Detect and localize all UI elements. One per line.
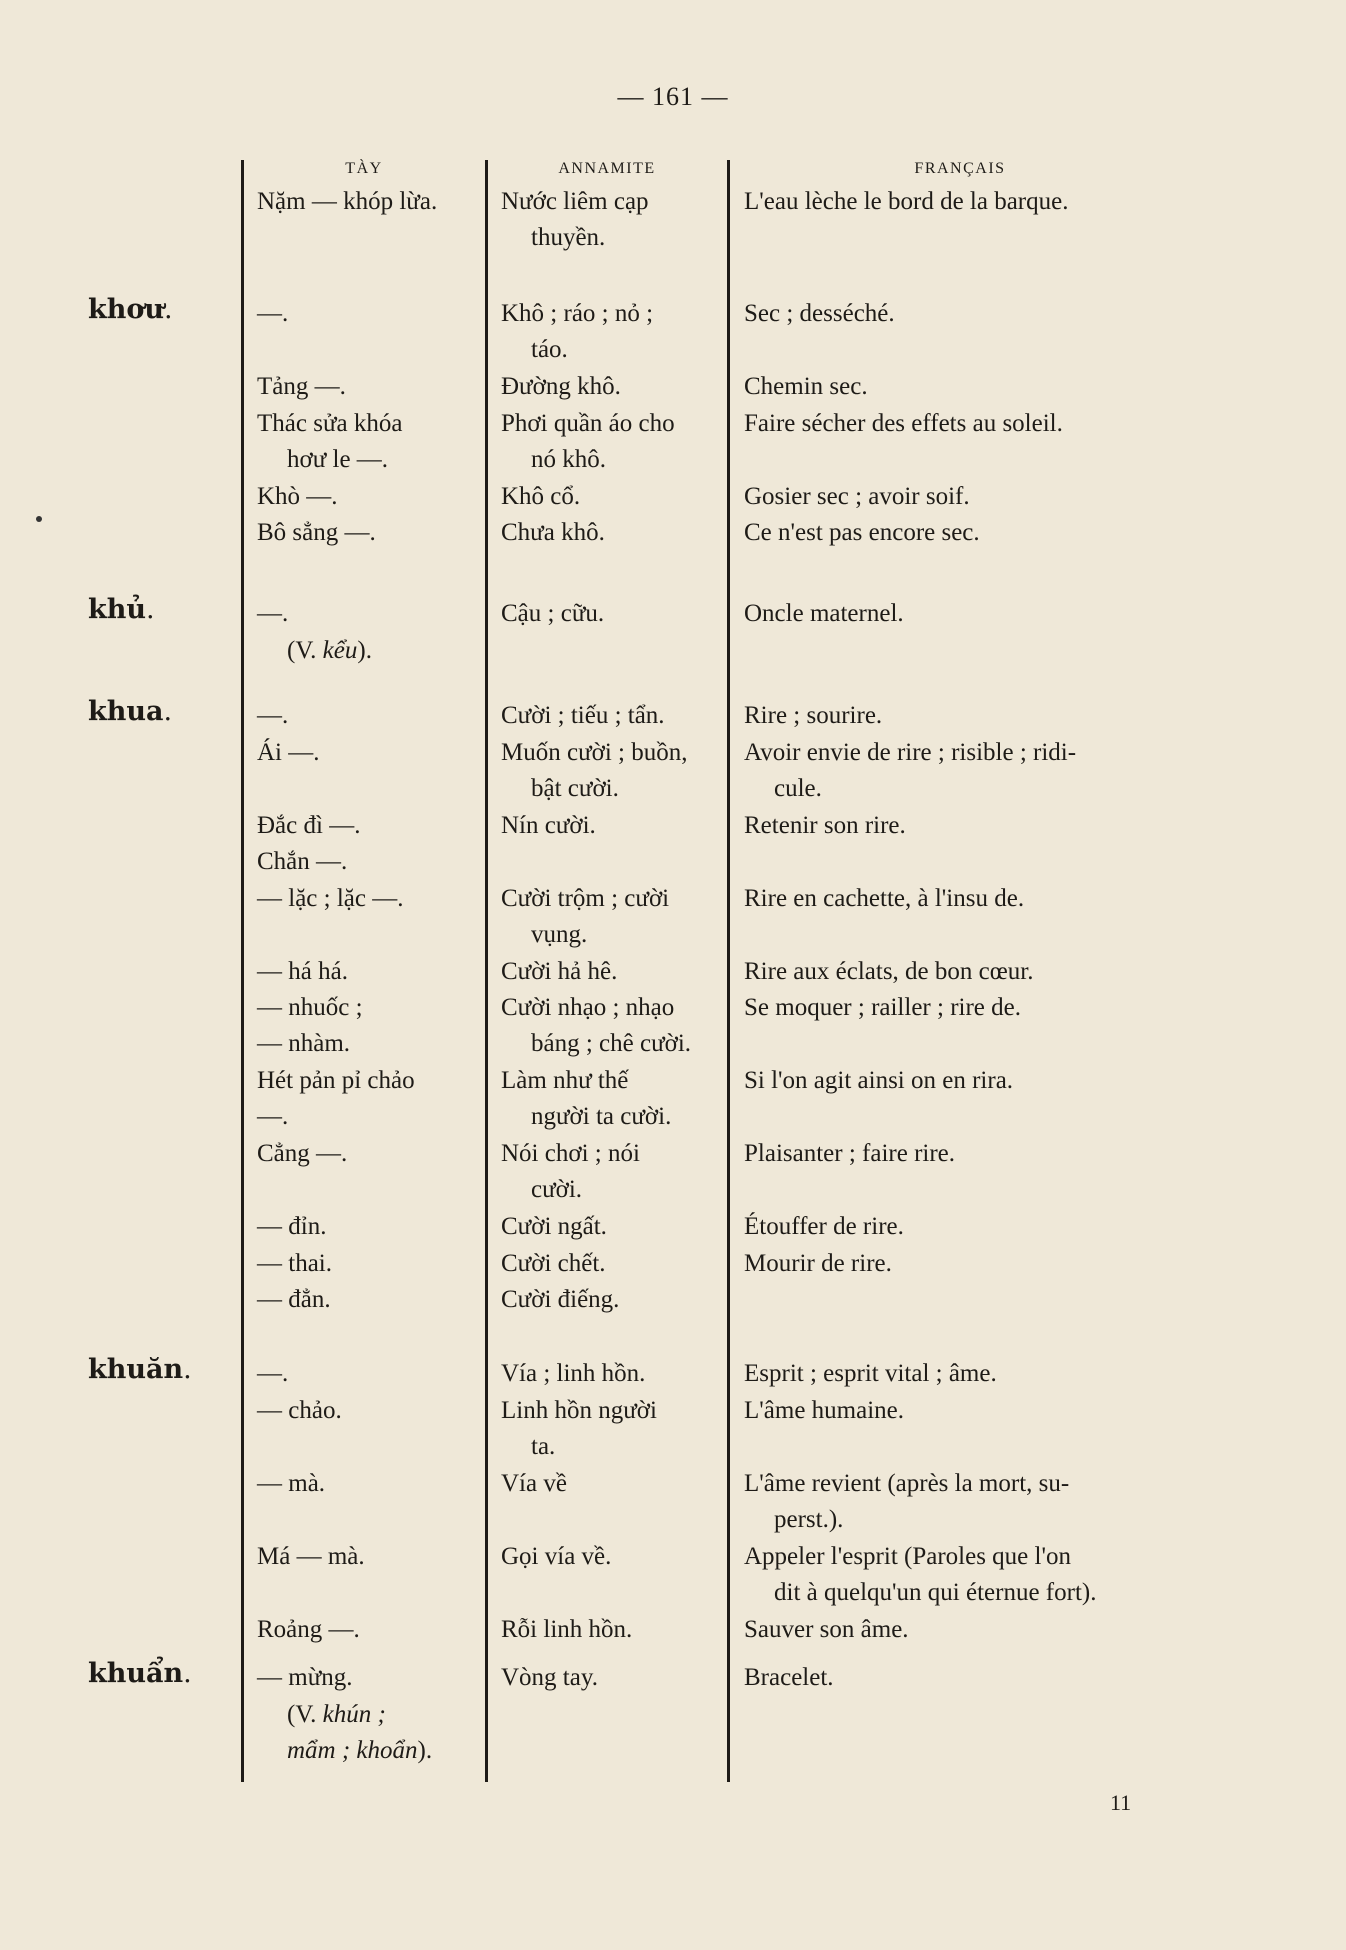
tay-cell bbox=[257, 1660, 485, 1696]
annamite-line: Khô cổ. bbox=[501, 482, 581, 510]
headword-period: . bbox=[145, 594, 155, 625]
annamite-line: Vía ; linh hồn. bbox=[501, 1360, 646, 1387]
intro-francais bbox=[744, 184, 1244, 220]
francais-line: Avoir envie de rire ; risible ; ridi- bbox=[744, 738, 1077, 766]
francais-cell bbox=[744, 1136, 1244, 1172]
francais-line: Ce n'est pas encore sec. bbox=[744, 519, 980, 546]
francais-cell bbox=[744, 515, 1244, 551]
annamite-line: Vía về bbox=[501, 1469, 567, 1497]
annamite-cell bbox=[501, 1356, 727, 1392]
annamite-cell bbox=[501, 1393, 727, 1465]
tay-cell bbox=[257, 1466, 485, 1502]
column-rule-1 bbox=[241, 160, 244, 1782]
tay-line: Thác sửa khóa bbox=[257, 409, 403, 437]
headword-period: . bbox=[183, 1354, 192, 1385]
francais-cell bbox=[744, 1063, 1244, 1099]
headword-period: . bbox=[183, 1658, 192, 1689]
francais-cell bbox=[744, 698, 1244, 734]
francais-line: Étouffer de rire. bbox=[744, 1213, 904, 1240]
annamite-cell bbox=[501, 1466, 727, 1502]
francais-cell bbox=[744, 808, 1244, 844]
tay-cell bbox=[257, 808, 485, 844]
francais-cell bbox=[744, 369, 1244, 405]
cross-reference-text: (V. kểu). bbox=[287, 636, 372, 664]
annamite-cell bbox=[501, 1246, 727, 1282]
annamite-line: nó khô. bbox=[531, 445, 606, 473]
annamite-line: Cười nhạo ; nhạo bbox=[501, 994, 675, 1021]
annamite-line: bật cười. bbox=[531, 774, 619, 802]
francais-line: Mourir de rire. bbox=[744, 1249, 892, 1277]
headword bbox=[88, 594, 155, 625]
annamite-cell bbox=[501, 1282, 727, 1318]
cross-reference bbox=[257, 1697, 485, 1769]
francais-cell bbox=[744, 479, 1244, 515]
francais-cell bbox=[744, 1246, 1244, 1282]
annamite-cell bbox=[501, 954, 727, 990]
francais-line: Se moquer ; railler ; rire de. bbox=[744, 994, 1021, 1021]
francais-cell bbox=[744, 954, 1244, 990]
cross-reference-text: mẩm ; khoẩn). bbox=[287, 1736, 433, 1764]
signature-mark: 11 bbox=[1110, 1790, 1132, 1815]
francais-line: cule. bbox=[774, 774, 822, 802]
francais-cell bbox=[744, 1356, 1244, 1392]
annamite-line: Chưa khô. bbox=[501, 519, 605, 546]
column-header-annamite: ANNAMITE bbox=[558, 160, 656, 177]
reference-word: mẩm ; khoẩn bbox=[287, 1736, 418, 1764]
headword-period: . bbox=[163, 696, 173, 727]
headword-text: khơư bbox=[88, 294, 164, 325]
annamite-cell bbox=[501, 296, 727, 368]
annamite-cell bbox=[501, 515, 727, 551]
francais-line: Faire sécher des effets au soleil. bbox=[744, 409, 1063, 437]
francais-cell bbox=[744, 1612, 1244, 1648]
intro-annamite bbox=[501, 184, 727, 256]
annamite-line: Khô ; ráo ; nỏ ; bbox=[501, 300, 654, 327]
annamite-line: vụng. bbox=[531, 920, 588, 948]
tay-line: Má — mà. bbox=[257, 1542, 365, 1570]
annamite-line: Phơi quần áo cho bbox=[501, 409, 675, 437]
francais-line: Rire en cachette, à l'insu de. bbox=[744, 884, 1025, 912]
francais-line: Plaisanter ; faire rire. bbox=[744, 1140, 956, 1167]
annamite-cell bbox=[501, 735, 727, 807]
tay-cell bbox=[257, 515, 485, 551]
annamite-line: Linh hồn người bbox=[501, 1396, 657, 1424]
annamite-line: người ta cười. bbox=[531, 1103, 672, 1130]
tay-cell bbox=[257, 1063, 485, 1135]
francais-line: Rire aux éclats, de bon cœur. bbox=[744, 957, 1034, 985]
francais-cell bbox=[744, 296, 1244, 332]
annamite-cell bbox=[501, 990, 727, 1062]
francais-line: Si l'on agit ainsi on en rira. bbox=[744, 1067, 1014, 1094]
francais-cell bbox=[744, 1539, 1244, 1611]
column-header-tay: TÀY bbox=[345, 160, 383, 177]
intro-tay bbox=[257, 184, 485, 220]
annamite-cell bbox=[501, 1612, 727, 1648]
intro-francais-line: L'eau lèche le bord de la barque. bbox=[744, 188, 1069, 215]
tay-line: — mừng. bbox=[257, 1664, 353, 1691]
column-rule-2 bbox=[485, 160, 488, 1782]
annamite-cell bbox=[501, 369, 727, 405]
tay-line: — lặc ; lặc —. bbox=[257, 884, 404, 912]
tay-cell bbox=[257, 881, 485, 917]
annamite-cell bbox=[501, 479, 727, 515]
annamite-line: báng ; chê cười. bbox=[531, 1030, 692, 1057]
francais-cell bbox=[744, 1466, 1244, 1538]
annamite-line: ta. bbox=[531, 1432, 556, 1460]
francais-cell bbox=[744, 1393, 1244, 1429]
annamite-line: Cười ; tiếu ; tẩn. bbox=[501, 702, 665, 729]
francais-cell bbox=[744, 1209, 1244, 1245]
tay-cell bbox=[257, 1136, 485, 1172]
francais-line: Sauver son âme. bbox=[744, 1615, 909, 1643]
francais-line: Esprit ; esprit vital ; âme. bbox=[744, 1360, 997, 1387]
tay-cell bbox=[257, 369, 485, 405]
francais-cell bbox=[744, 596, 1244, 632]
annamite-line: Cậu ; cữu. bbox=[501, 600, 605, 627]
annamite-line: táo. bbox=[531, 336, 568, 363]
tay-line: Roảng —. bbox=[257, 1615, 360, 1643]
tay-line: — há há. bbox=[257, 957, 348, 985]
tay-line: Khò —. bbox=[257, 482, 338, 510]
francais-line: Rire ; sourire. bbox=[744, 702, 883, 729]
cross-reference-text: (V. khún ; bbox=[287, 1700, 386, 1728]
headword-period: . bbox=[163, 294, 173, 325]
annamite-line: Đường khô. bbox=[501, 373, 621, 400]
headword bbox=[88, 696, 172, 727]
tay-cell bbox=[257, 1612, 485, 1648]
tay-line: — thai. bbox=[257, 1249, 332, 1277]
francais-cell bbox=[744, 990, 1244, 1026]
francais-line: L'âme humaine. bbox=[744, 1396, 904, 1424]
annamite-cell bbox=[501, 808, 727, 844]
francais-cell bbox=[744, 735, 1244, 807]
tay-line: Bô sẳng —. bbox=[257, 519, 376, 546]
tay-line: — đỉn. bbox=[257, 1213, 327, 1240]
page-number: — 161 — bbox=[617, 82, 729, 111]
tay-line: Đắc đì —. bbox=[257, 811, 361, 839]
reference-word: kểu bbox=[322, 636, 358, 664]
annamite-line: Gọi vía về. bbox=[501, 1542, 612, 1570]
tay-cell bbox=[257, 1282, 485, 1318]
tay-cell bbox=[257, 735, 485, 771]
annamite-line: Vòng tay. bbox=[501, 1664, 598, 1691]
intro-annamite-line: thuyền. bbox=[531, 224, 606, 251]
tay-line: —. bbox=[257, 1103, 289, 1130]
tay-line: — nhuốc ; bbox=[257, 994, 363, 1021]
reference-word: khún ; bbox=[322, 1700, 386, 1728]
annamite-line: Cười chết. bbox=[501, 1249, 606, 1277]
annamite-cell bbox=[501, 881, 727, 953]
annamite-line: Cười hả hê. bbox=[501, 957, 618, 985]
tay-cell bbox=[257, 844, 485, 880]
annamite-line: Nín cười. bbox=[501, 811, 596, 839]
annamite-cell bbox=[501, 406, 727, 478]
francais-cell bbox=[744, 406, 1244, 442]
annamite-line: Nói chơi ; nói bbox=[501, 1140, 640, 1167]
tay-line: —. bbox=[257, 300, 289, 327]
tay-line: — nhàm. bbox=[257, 1030, 351, 1057]
ink-speck bbox=[36, 516, 42, 522]
tay-line: — đẳn. bbox=[257, 1286, 331, 1313]
tay-cell bbox=[257, 1356, 485, 1392]
francais-line: Sec ; desséché. bbox=[744, 300, 895, 327]
tay-cell bbox=[257, 698, 485, 734]
francais-line: L'âme revient (après la mort, su- bbox=[744, 1469, 1070, 1497]
francais-line: perst.). bbox=[774, 1505, 844, 1533]
annamite-cell bbox=[501, 698, 727, 734]
cross-reference bbox=[257, 633, 485, 669]
annamite-cell bbox=[501, 1136, 727, 1208]
tay-line: — mà. bbox=[257, 1469, 326, 1497]
tay-cell bbox=[257, 1393, 485, 1429]
tay-line: Chắn —. bbox=[257, 848, 348, 875]
tay-cell bbox=[257, 990, 485, 1062]
headword bbox=[88, 1354, 192, 1385]
francais-line: Chemin sec. bbox=[744, 373, 868, 400]
francais-line: Gosier sec ; avoir soif. bbox=[744, 482, 970, 510]
annamite-cell bbox=[501, 1539, 727, 1575]
tay-cell bbox=[257, 1539, 485, 1575]
tay-line: — chảo. bbox=[257, 1396, 342, 1424]
francais-cell bbox=[744, 881, 1244, 917]
tay-cell bbox=[257, 406, 485, 478]
francais-cell bbox=[744, 1660, 1244, 1696]
tay-line: Cẳng —. bbox=[257, 1140, 348, 1167]
tay-line: hơư le —. bbox=[287, 445, 389, 473]
headword-text: khuẩn bbox=[88, 1658, 184, 1689]
tay-line: Ái —. bbox=[257, 738, 320, 766]
headword bbox=[88, 294, 173, 325]
column-rule-3 bbox=[727, 160, 730, 1782]
tay-line: —. bbox=[257, 1360, 289, 1387]
annamite-cell bbox=[501, 1063, 727, 1135]
annamite-line: Rỗi linh hồn. bbox=[501, 1615, 633, 1643]
intro-annamite-line: Nước liêm cạp bbox=[501, 188, 649, 215]
tay-line: —. bbox=[257, 702, 289, 729]
tay-cell bbox=[257, 296, 485, 332]
tay-cell bbox=[257, 954, 485, 990]
annamite-line: Cười điếng. bbox=[501, 1286, 620, 1313]
tay-cell bbox=[257, 1209, 485, 1245]
headword bbox=[88, 1658, 192, 1689]
annamite-line: Cười trộm ; cười bbox=[501, 884, 670, 912]
francais-line: dit à quelqu'un qui éternue fort). bbox=[774, 1578, 1097, 1606]
annamite-line: Cười ngất. bbox=[501, 1213, 607, 1240]
headword-text: khủ bbox=[88, 594, 146, 625]
tay-line: Tảng —. bbox=[257, 373, 346, 400]
annamite-line: Muốn cười ; buồn, bbox=[501, 738, 688, 766]
francais-line: Retenir son rire. bbox=[744, 811, 906, 839]
francais-line: Bracelet. bbox=[744, 1664, 834, 1691]
headword-text: khuăn bbox=[88, 1354, 184, 1385]
annamite-cell bbox=[501, 1660, 727, 1696]
annamite-line: cười. bbox=[531, 1176, 583, 1203]
francais-line: Oncle maternel. bbox=[744, 600, 904, 627]
tay-cell bbox=[257, 596, 485, 632]
tay-cell bbox=[257, 479, 485, 515]
annamite-cell bbox=[501, 1209, 727, 1245]
intro-tay-line: Nặm — khóp lừa. bbox=[257, 188, 438, 215]
tay-line: —. bbox=[257, 600, 289, 627]
annamite-line: Làm như thế bbox=[501, 1067, 629, 1094]
tay-cell bbox=[257, 1246, 485, 1282]
headword-text: khua bbox=[88, 696, 164, 727]
annamite-cell bbox=[501, 596, 727, 632]
francais-line: Appeler l'esprit (Paroles que l'on bbox=[744, 1542, 1071, 1570]
tay-line: Hét pản pỉ chảo bbox=[257, 1067, 415, 1094]
column-header-francais: FRANÇAIS bbox=[914, 160, 1006, 177]
